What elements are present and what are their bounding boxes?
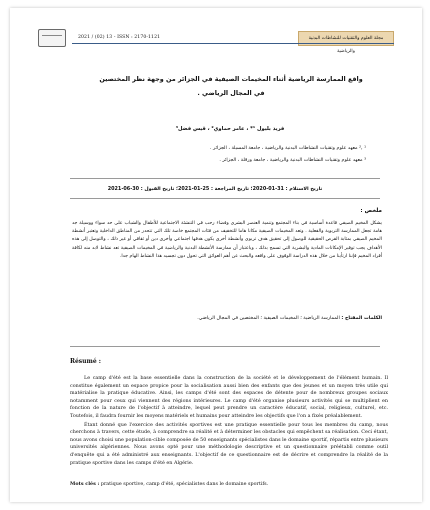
author-list: فريد بليول ¹* ، عامر حماوي² ، قيس فضل³ <box>175 126 285 132</box>
keywords-fr-label: Mots clés : <box>70 481 100 487</box>
article-dates: تاريخ الاستلام : 31-01-2020؛ تاريخ المراجعة : 25-01-2021؛ تاريخ القبول : 30-06-2021 <box>107 186 323 192</box>
abstract-ar-text: يشكل المخيم الصيفي قاعدة أساسية في بناء المجتمع وتنمية العنصر البشري وفضاء رحب في التنشئة الاجتماعية للأطفال والشباب على حد سواء ووسيلة جد هامة تجعل الممارسة التربوية والفعلية . وتعد المخيمات الصيفية مكانا هاما للتخفيف من فئات المجتمع خاصة تلك التي تتحدر من المناطق الداخلية وتعتبر أنشطة المخيم الصيفي بمثابة الفرص الحقيقية للوصول إلى تحقيق هدف تربوي وأنشطة أخرى يكون هدفها اجتماعي وأخرى دين أو ثقافي أو غير ذلك ، والتوصل إلى هذه الأهداف يجب توفير الإمكانات المادية والبشرية التي تسمح بذلك ، وباعتبار أن ممارسة الأنشطة البدنية والرياضية في المخيمات الصيفية تعد نشاط لابد منه لكافة أفراد المخيم فإننا ارتأينا من خلال هذه الدراسة الوقوف على واقعه والبحث عن أهم العوائق التي تحول دون تجسيد هذا النشاط الهام جدا. <box>72 221 382 259</box>
keywords-fr <box>70 481 388 487</box>
title-line-1: واقع الممارسة الرياضية أثناء المخيمات الصيفية في الجزائر من وجهة نظر المختصين <box>99 75 363 83</box>
keywords-fr-text: pratique sportive, camp d'été, spécialistes dans le domaine sportifs. <box>100 481 269 487</box>
resume-paragraph-2: Étant donné que l'exercice des activités sportives est une pratique essentielle pour tous les membres du camp, nous cherchons à travers, cette étude, à comprendre sa réalité et à déterminer les obstacles qui empêchent sa réalisation. Ceci étant, nous avons choisi une population-cible composée de 50 enseignants spécialistes dans le domaine sportif, répartis entre plusieurs universités algériennes. Nous avons opté pour une méthodologie descriptive et un questionnaire préétabli comme outil d'enquête qui a été administré aux enseignants. L'objectif de ce questionnaire est de décrire et comprendre la réalité de la pratique sportive dans les camps d'été en Algérie. <box>70 421 388 466</box>
issn-text: 2021 / (02) 13 - ISSN : 2170-1121 <box>78 35 161 40</box>
resume-heading: Résumé : <box>70 358 102 365</box>
article-title <box>90 72 372 100</box>
divider <box>70 178 380 179</box>
affiliation-2: ³ معهد علوم وتقنيات النشاطات البدنية والرياضية ، جامعة ورقلة ، الجزائر . <box>219 158 366 163</box>
abstract-ar-heading: ملخص : <box>360 208 382 214</box>
journal-name-badge: مجلة العلوم والتقنيات للنشاطات البدنية والرياضية <box>298 31 394 46</box>
resume-text <box>70 375 388 468</box>
resume-paragraph-1: Le camp d'été est la base essentielle dans la construction de la société et le développement de l'élément humain. Il constitue également un espace propice pour la socialisation aussi bien des enfants que des jeunes et un moyen très utile qui matérialise la pratique éducative. Ainsi, les camps d'été sont des espaces de détente pour de nombreux groupes sociaux notamment pour ceux qui viennent des régions intérieures. Le camp d'été organise plusieurs activités qui se multiplient en fonction de la nature de l'objectif à atteindre, lequel peut prendre un caractère éducatif, social, religieux, culturel, etc. Toutefois, il faudra fournir les moyens matériels et humains pour atteindre les objectifs que l'on a fixés préalablement. <box>70 375 388 419</box>
keywords-ar-text: الممارسة الرياضية ؛ المخيمات الصيفية ؛ المختصين في المجال الرياضي. <box>197 316 340 321</box>
divider <box>70 198 380 199</box>
keywords-ar-label: الكلمات المفتاح : <box>341 316 382 321</box>
journal-logo <box>38 29 66 47</box>
keywords-ar <box>72 316 382 321</box>
header-rule <box>72 43 394 44</box>
affiliation-1: ¹ ,² معهد علوم وتقنيات النشاطات البدنية والرياضية ، جامعة المسيلة ، الجزائر . <box>209 146 366 151</box>
divider <box>70 346 380 347</box>
journal-header <box>72 31 394 54</box>
title-line-2: في المجال الرياضي . <box>197 89 265 97</box>
article-page <box>10 8 422 502</box>
